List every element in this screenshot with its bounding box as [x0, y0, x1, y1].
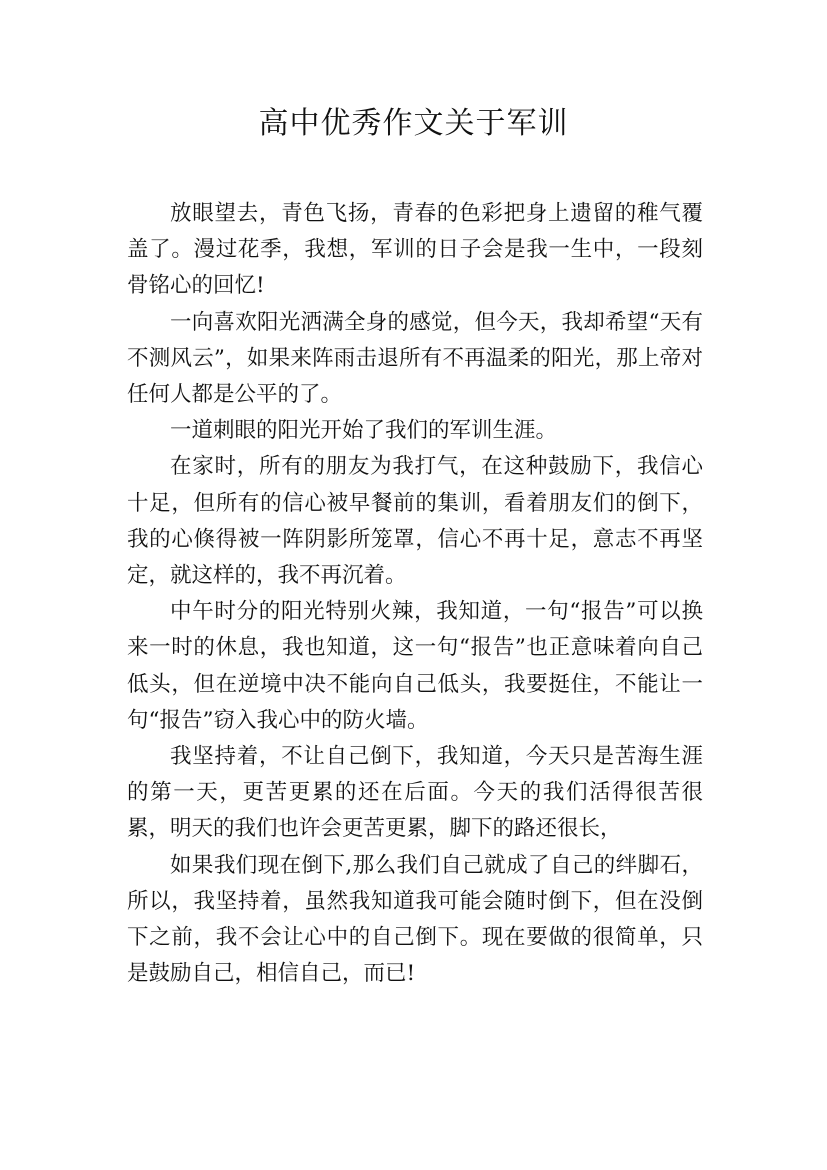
paragraph-6: 我坚持着，不让自己倒下，我知道，今天只是苦海生涯的第一天，更苦更累的还在后面。今天的我们活得很苦很累，明天的我们也许会更苦更累，脚下的路还很长，: [127, 744, 703, 842]
paragraph-2: 一向喜欢阳光洒满全身的感觉，但今天，我却希望“天有不测风云”，如果来阵雨击退所有不再温柔的阳光，那上帝对任何人都是公平的了。: [127, 309, 703, 408]
document-title: 高中优秀作文关于军训: [258, 106, 569, 141]
paragraph-4: 在家时，所有的朋友为我打气，在这种鼓励下，我信心十足，但所有的信心被早餐前的集训，看着朋友们的倒下，我的心倏得被一阵阴影所笼罩，信心不再十足，意志不再坚定，就这样的，我不再沉着。: [127, 454, 703, 589]
paragraph-1: 放眼望去，青色飞扬，青春的色彩把身上遗留的稚气覆盖了。漫过花季，我想，军训的日子会是我一生中，一段刻骨铭心的回忆!: [127, 201, 703, 299]
paragraph-5: 中午时分的阳光特别火辣，我知道，一句“报告”可以换来一时的休息，我也知道，这一句“报告”也正意味着向自己低头，但在逆境中决不能向自己低头，我要挺住，不能让一句“报告”窃入我心中的防火墙。: [127, 599, 703, 733]
paragraph-3: 一道刺眼的阳光开始了我们的军训生涯。: [170, 418, 558, 444]
document-body: [127, 196, 703, 992]
paragraph-7: 如果我们现在倒下,那么我们自己就成了自己的绊脚石，所以，我坚持着，虽然我知道我可能会随时倒下，但在没倒下之前，我不会让心中的自己倒下。现在要做的很简单，只是鼓励自己，相信自己，而已!: [127, 852, 703, 987]
